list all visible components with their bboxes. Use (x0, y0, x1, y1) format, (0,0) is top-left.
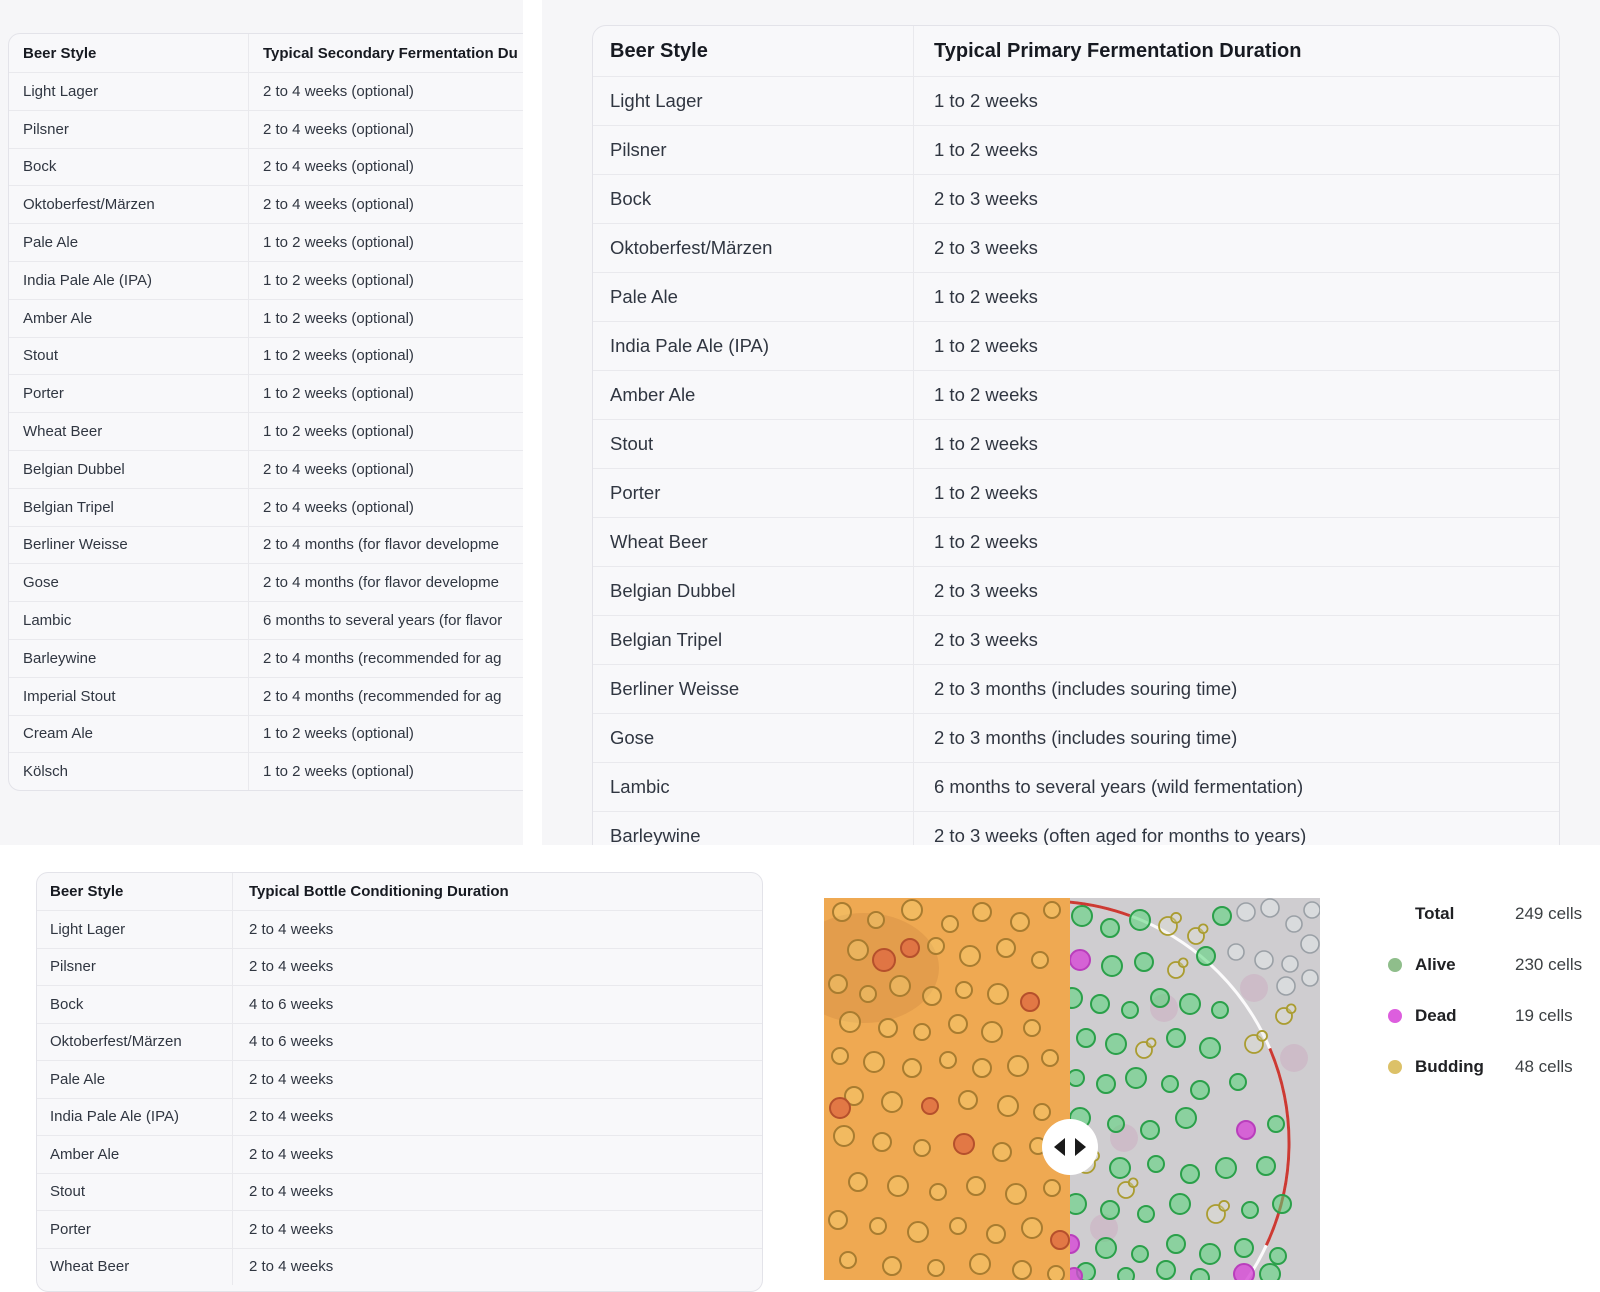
duration-cell: 2 to 4 weeks (optional) (263, 196, 414, 214)
table-row (37, 1248, 762, 1286)
duration-cell: 2 to 3 weeks (often aged for months to years) (934, 825, 1307, 845)
table-row (593, 517, 1559, 566)
legend-value: 230 cells (1515, 954, 1583, 974)
table-row (37, 1098, 762, 1136)
duration-cell: 6 months to several years (wild fermentation) (934, 776, 1304, 797)
duration-cell: 4 to 6 weeks (249, 1033, 334, 1051)
beer-style-cell: Porter (593, 469, 914, 517)
legend-value: 48 cells (1515, 1056, 1573, 1076)
table-row (593, 468, 1559, 517)
table-row (37, 1173, 762, 1211)
table-row (37, 1210, 762, 1248)
beer-style-cell: Stout (9, 338, 249, 375)
table-row (593, 272, 1559, 321)
duration-cell: 2 to 4 weeks (optional) (263, 158, 414, 176)
table-row (593, 713, 1559, 762)
duration-cell: 6 months to several years (for flavor (263, 612, 503, 630)
table-row (9, 185, 523, 223)
table-row (593, 174, 1559, 223)
table-row (9, 374, 523, 412)
beer-style-cell: Imperial Stout (9, 678, 249, 715)
beer-style-cell: Oktoberfest/Märzen (9, 186, 249, 223)
beer-style-cell: Light Lager (37, 911, 233, 948)
table-header-row (9, 34, 523, 72)
table-row (9, 639, 523, 677)
duration-cell: 1 to 2 weeks (optional) (263, 347, 414, 365)
duration-cell: 1 to 2 weeks (optional) (263, 385, 414, 403)
beer-style-cell: Berliner Weisse (9, 527, 249, 564)
cell-count-legend (1370, 888, 1583, 1092)
beer-style-cell: Kölsch (9, 753, 249, 790)
beer-style-cell: Bock (593, 175, 914, 223)
table-row (9, 72, 523, 110)
legend-row (1370, 990, 1580, 1041)
bottle-conditioning-table (36, 872, 763, 1292)
beer-style-cell: Stout (37, 1174, 233, 1211)
legend-value: 19 cells (1515, 1005, 1573, 1025)
table-row (593, 419, 1559, 468)
table-row (37, 1023, 762, 1061)
duration-cell: 1 to 2 weeks (934, 286, 1038, 307)
beer-style-cell: Barleywine (593, 812, 914, 845)
duration-cell: 2 to 3 months (includes souring time) (934, 727, 1238, 748)
duration-cell: 2 to 4 weeks (optional) (263, 498, 414, 516)
beer-style-cell: Pilsner (9, 111, 249, 148)
duration-cell: 2 to 3 weeks (934, 188, 1038, 209)
table-row (9, 450, 523, 488)
table-row (9, 223, 523, 261)
duration-cell: 2 to 4 weeks (249, 1183, 334, 1201)
duration-cell: 2 to 4 weeks (249, 1258, 334, 1276)
legend-value: 249 cells (1515, 903, 1583, 923)
table-row (9, 563, 523, 601)
table-row (37, 1135, 762, 1173)
beer-style-cell: Pale Ale (9, 224, 249, 261)
legend-label: Budding (1415, 1056, 1484, 1076)
beer-style-cell: Gose (593, 714, 914, 762)
beer-style-cell: Light Lager (9, 73, 249, 110)
table-row (37, 948, 762, 986)
beer-style-cell: Pilsner (37, 949, 233, 986)
table-row (593, 76, 1559, 125)
duration-cell: 2 to 3 months (includes souring time) (934, 678, 1238, 699)
duration-cell: 1 to 2 weeks (934, 335, 1038, 356)
duration-cell: 2 to 3 weeks (934, 629, 1038, 650)
table-row (9, 337, 523, 375)
table-row (37, 1060, 762, 1098)
beer-style-cell: Bock (37, 986, 233, 1023)
beer-style-cell: Bock (9, 149, 249, 186)
duration-cell: 2 to 4 months (for flavor developme (263, 536, 499, 554)
secondary-fermentation-table (8, 33, 523, 791)
duration-cell: 2 to 4 months (recommended for ag (263, 649, 502, 667)
duration-cell: 1 to 2 weeks (optional) (263, 763, 414, 781)
duration-cell: 1 to 2 weeks (934, 433, 1038, 454)
beer-style-cell: Porter (9, 375, 249, 412)
beer-style-cell: Pale Ale (37, 1061, 233, 1098)
duration-cell: 1 to 2 weeks (optional) (263, 234, 414, 252)
beer-style-cell: Amber Ale (9, 300, 249, 337)
beer-style-cell: Pale Ale (593, 273, 914, 321)
duration-cell: Typical Bottle Conditioning Duration (249, 883, 509, 900)
beer-style-cell: India Pale Ale (IPA) (9, 262, 249, 299)
table-row (9, 488, 523, 526)
duration-cell: Typical Primary Fermentation Duration (934, 39, 1302, 62)
table-row (9, 412, 523, 450)
table-row (9, 110, 523, 148)
comparison-slider-handle[interactable] (1042, 1119, 1098, 1175)
legend-color-dot (1388, 958, 1402, 972)
yeast-micrograph-comparison (824, 898, 1320, 1280)
duration-cell: 1 to 2 weeks (934, 90, 1038, 111)
legend-label: Total (1415, 903, 1455, 923)
duration-cell: 2 to 4 weeks (249, 1145, 334, 1163)
duration-cell: 2 to 4 weeks (249, 1070, 334, 1088)
beer-style-cell: Amber Ale (37, 1136, 233, 1173)
duration-cell: 1 to 2 weeks (optional) (263, 725, 414, 743)
table-row (593, 223, 1559, 272)
legend-label: Dead (1415, 1005, 1457, 1025)
table-row (593, 125, 1559, 174)
legend-row (1370, 888, 1583, 939)
beer-style-cell: Cream Ale (9, 716, 249, 753)
beer-style-cell: Belgian Tripel (593, 616, 914, 664)
beer-style-cell: Berliner Weisse (593, 665, 914, 713)
beer-style-cell: Wheat Beer (37, 1249, 233, 1286)
duration-cell: Typical Secondary Fermentation Du (263, 44, 518, 62)
beer-style-cell: Light Lager (593, 77, 914, 125)
beer-style-cell: Wheat Beer (593, 518, 914, 566)
table-row (593, 370, 1559, 419)
table-row (9, 752, 523, 790)
table-row (9, 601, 523, 639)
table-row (9, 299, 523, 337)
table-row (9, 526, 523, 564)
duration-cell: 1 to 2 weeks (934, 531, 1038, 552)
beer-style-cell: Beer Style (9, 34, 249, 72)
duration-cell: 2 to 3 weeks (934, 237, 1038, 258)
primary-fermentation-table (592, 25, 1560, 845)
legend-color-dot (1388, 1060, 1402, 1074)
legend-label: Alive (1415, 954, 1456, 974)
legend-row (1370, 939, 1583, 990)
beer-style-cell: Lambic (9, 602, 249, 639)
table-header-row (37, 873, 762, 910)
table-row (593, 811, 1559, 845)
table-row (9, 148, 523, 186)
beer-style-cell: Belgian Tripel (9, 489, 249, 526)
duration-cell: 2 to 4 months (for flavor developme (263, 574, 499, 592)
beer-style-cell: Porter (37, 1211, 233, 1248)
duration-cell: 1 to 2 weeks (optional) (263, 309, 414, 327)
duration-cell: 4 to 6 weeks (249, 995, 334, 1013)
beer-style-cell: Beer Style (37, 873, 233, 910)
beer-style-cell: Pilsner (593, 126, 914, 174)
table-row (593, 321, 1559, 370)
duration-cell: 2 to 4 weeks (249, 1220, 334, 1238)
table-row (593, 664, 1559, 713)
duration-cell: 2 to 4 weeks (optional) (263, 460, 414, 478)
beer-style-cell: Stout (593, 420, 914, 468)
table-row (593, 566, 1559, 615)
beer-style-cell: Belgian Dubbel (593, 567, 914, 615)
duration-cell: 1 to 2 weeks (optional) (263, 423, 414, 441)
beer-style-cell: Belgian Dubbel (9, 451, 249, 488)
table-row (37, 985, 762, 1023)
duration-cell: 1 to 2 weeks (934, 384, 1038, 405)
table-row (593, 762, 1559, 811)
primary-fermentation-panel (542, 0, 1600, 845)
table-header-row (593, 26, 1559, 76)
legend-row (1370, 1041, 1580, 1092)
table-row (9, 715, 523, 753)
duration-cell: 1 to 2 weeks (934, 482, 1038, 503)
duration-cell: 2 to 3 weeks (934, 580, 1038, 601)
beer-style-cell: Beer Style (593, 26, 914, 76)
duration-cell: 1 to 2 weeks (optional) (263, 271, 414, 289)
micrograph-left-raw (824, 898, 1070, 1280)
duration-cell: 1 to 2 weeks (934, 139, 1038, 160)
beer-style-cell: Gose (9, 564, 249, 601)
duration-cell: 2 to 4 weeks (249, 958, 334, 976)
duration-cell: 2 to 4 weeks (249, 920, 334, 938)
table-row (9, 261, 523, 299)
beer-style-cell: Barleywine (9, 640, 249, 677)
duration-cell: 2 to 4 weeks (249, 1108, 334, 1126)
table-row (37, 910, 762, 948)
beer-style-cell: Amber Ale (593, 371, 914, 419)
duration-cell: 2 to 4 months (recommended for ag (263, 687, 502, 705)
beer-style-cell: Oktoberfest/Märzen (37, 1024, 233, 1061)
table-row (9, 677, 523, 715)
table-row (593, 615, 1559, 664)
beer-style-cell: Oktoberfest/Märzen (593, 224, 914, 272)
secondary-fermentation-panel (0, 0, 523, 845)
duration-cell: 2 to 4 weeks (optional) (263, 120, 414, 138)
beer-style-cell: India Pale Ale (IPA) (593, 322, 914, 370)
legend-color-dot (1388, 1009, 1402, 1023)
beer-style-cell: Lambic (593, 763, 914, 811)
beer-style-cell: India Pale Ale (IPA) (37, 1099, 233, 1136)
duration-cell: 2 to 4 weeks (optional) (263, 82, 414, 100)
beer-style-cell: Wheat Beer (9, 413, 249, 450)
